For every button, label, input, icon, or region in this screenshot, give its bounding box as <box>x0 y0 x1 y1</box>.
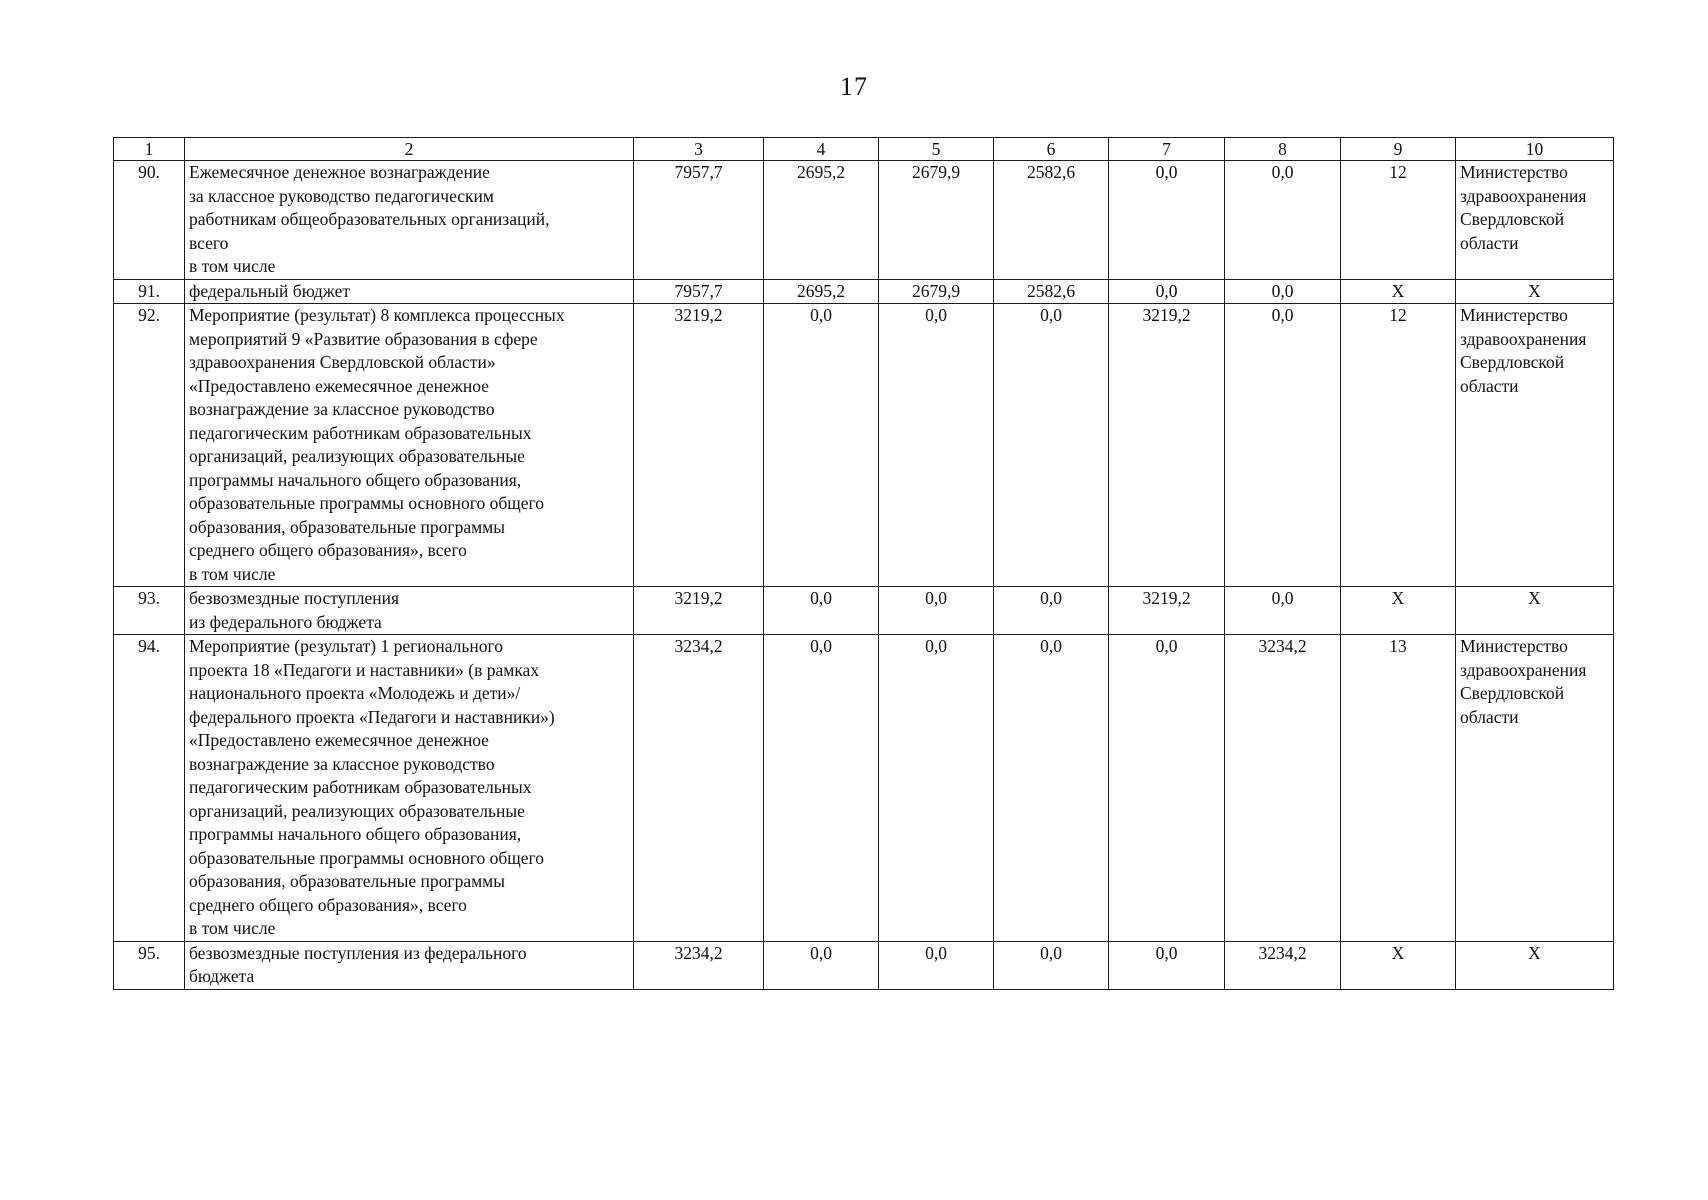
cell-value: 2582,6 <box>994 279 1109 304</box>
cell-value: 3234,2 <box>634 635 764 942</box>
cell-value: 12 <box>1341 304 1456 587</box>
cell-value: 3234,2 <box>1225 941 1341 989</box>
cell-value: 0,0 <box>1109 941 1225 989</box>
cell-value: X <box>1341 279 1456 304</box>
row-description: Мероприятие (результат) 1 регионального проекта 18 «Педагоги и наставники» (в рамках национального проекта «Молодежь и дети»/ федерального проекта «Педагоги и наставники») «Предоставлено ежемесячное денежное вознаграждение за классное руководство педагогическим работникам образовательных организаций, реализующих образовательные программы начального общего образования, образовательные программы основного общего образования, образовательные программы среднего общего образования», всего в том числе <box>185 635 634 942</box>
table-row <box>114 635 1614 942</box>
cell-value: 0,0 <box>879 587 994 635</box>
cell-value: 3219,2 <box>634 587 764 635</box>
row-description: безвозмездные поступления из федерального бюджета <box>185 941 634 989</box>
responsible-executor: X <box>1456 587 1614 635</box>
cell-value: 0,0 <box>879 635 994 942</box>
cell-value: 0,0 <box>1109 635 1225 942</box>
responsible-executor: Министерство здравоохранения Свердловской области <box>1456 161 1614 280</box>
cell-value: 0,0 <box>994 941 1109 989</box>
cell-value: 3234,2 <box>1225 635 1341 942</box>
cell-value: 0,0 <box>1225 587 1341 635</box>
row-number: 95. <box>114 941 185 989</box>
cell-value: 7957,7 <box>634 161 764 280</box>
cell-value: 0,0 <box>994 635 1109 942</box>
cell-value: 0,0 <box>764 635 879 942</box>
row-description: Мероприятие (результат) 8 комплекса процессных мероприятий 9 «Развитие образования в сфере здравоохранения Свердловской области» «Предоставлено ежемесячное денежное вознаграждение за классное руководство педагогическим работникам образовательных организаций, реализующих образовательные программы начального общего образования, образовательные программы основного общего образования, образовательные программы среднего общего образования», всего в том числе <box>185 304 634 587</box>
row-number: 91. <box>114 279 185 304</box>
responsible-executor: X <box>1456 941 1614 989</box>
table-row <box>114 304 1614 587</box>
row-number: 93. <box>114 587 185 635</box>
cell-value: 12 <box>1341 161 1456 280</box>
cell-value: 0,0 <box>879 304 994 587</box>
cell-value: X <box>1341 587 1456 635</box>
page-number: 17 <box>840 72 868 101</box>
column-header: 8 <box>1225 138 1341 161</box>
cell-value: 0,0 <box>764 304 879 587</box>
column-header: 2 <box>185 138 634 161</box>
table-row <box>114 587 1614 635</box>
column-header: 10 <box>1456 138 1614 161</box>
responsible-executor: X <box>1456 279 1614 304</box>
row-number: 94. <box>114 635 185 942</box>
responsible-executor: Министерство здравоохранения Свердловской области <box>1456 635 1614 942</box>
budget-table <box>113 137 1614 990</box>
cell-value: 0,0 <box>1225 161 1341 280</box>
cell-value: 0,0 <box>1109 279 1225 304</box>
cell-value: 0,0 <box>994 304 1109 587</box>
cell-value: 0,0 <box>994 587 1109 635</box>
column-header: 4 <box>764 138 879 161</box>
cell-value: 0,0 <box>1225 304 1341 587</box>
column-header: 6 <box>994 138 1109 161</box>
row-description: федеральный бюджет <box>185 279 634 304</box>
cell-value: 0,0 <box>879 941 994 989</box>
cell-value: 2679,9 <box>879 279 994 304</box>
cell-value: 3219,2 <box>634 304 764 587</box>
cell-value: 2695,2 <box>764 279 879 304</box>
cell-value: 3219,2 <box>1109 587 1225 635</box>
column-header: 3 <box>634 138 764 161</box>
row-description: безвозмездные поступления из федерального бюджета <box>185 587 634 635</box>
cell-value: 13 <box>1341 635 1456 942</box>
responsible-executor: Министерство здравоохранения Свердловской области <box>1456 304 1614 587</box>
column-header: 7 <box>1109 138 1225 161</box>
cell-value: 2679,9 <box>879 161 994 280</box>
table-row <box>114 279 1614 304</box>
table-row <box>114 941 1614 989</box>
column-header: 5 <box>879 138 994 161</box>
row-description: Ежемесячное денежное вознаграждение за классное руководство педагогическим работникам общеобразовательных организаций, всего в том числе <box>185 161 634 280</box>
column-header: 1 <box>114 138 185 161</box>
cell-value: 0,0 <box>1109 161 1225 280</box>
cell-value: 2695,2 <box>764 161 879 280</box>
table-header-row <box>114 138 1614 161</box>
row-number: 92. <box>114 304 185 587</box>
cell-value: 0,0 <box>1225 279 1341 304</box>
column-header: 9 <box>1341 138 1456 161</box>
table-row <box>114 161 1614 280</box>
cell-value: 7957,7 <box>634 279 764 304</box>
cell-value: 3219,2 <box>1109 304 1225 587</box>
cell-value: 3234,2 <box>634 941 764 989</box>
cell-value: 2582,6 <box>994 161 1109 280</box>
cell-value: 0,0 <box>764 587 879 635</box>
row-number: 90. <box>114 161 185 280</box>
cell-value: X <box>1341 941 1456 989</box>
cell-value: 0,0 <box>764 941 879 989</box>
